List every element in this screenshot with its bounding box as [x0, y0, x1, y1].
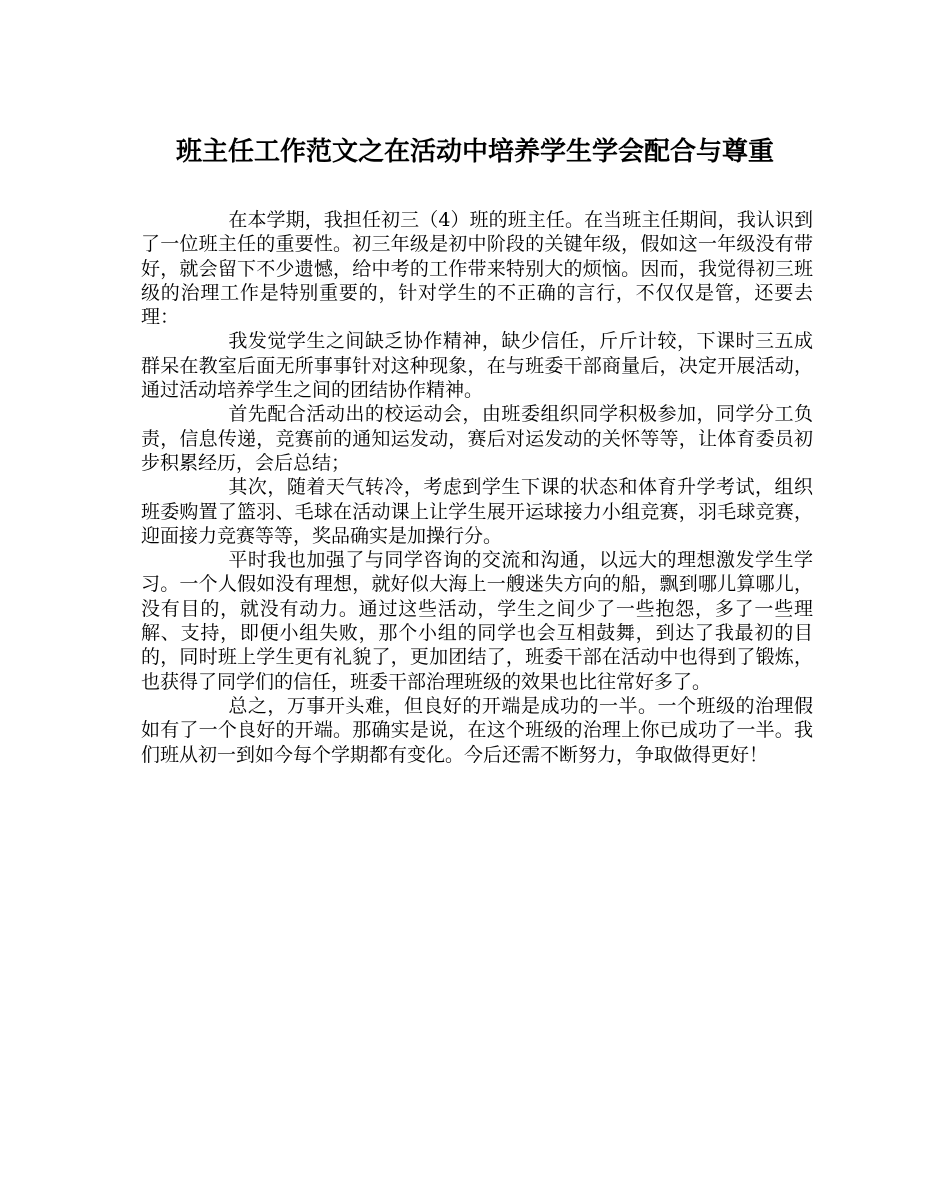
- paragraph-6: 总之，万事开头难，但良好的开端是成功的一半。一个班级的治理假如有了一个良好的开端。那确实是说，在这个班级的治理上你已成功了一半。我们班从初一到如今每个学期都有变化。今后还需不断努力，争取做得更好！: [141, 694, 813, 766]
- paragraph-2: 我发觉学生之间缺乏协作精神，缺少信任，斤斤计较，下课时三五成群呆在教室后面无所事事针对这种现象，在与班委干部商量后，决定开展活动，通过活动培养学生之间的团结协作精神。: [141, 330, 813, 402]
- document-title: 班主任工作范文之在活动中培养学生学会配合与尊重: [175, 137, 774, 167]
- paragraph-3: 首先配合活动出的校运动会，由班委组织同学积极参加，同学分工负责，信息传递，竞赛前的通知运发动，赛后对运发动的关怀等等，让体育委员初步积累经历，会后总结；: [141, 403, 813, 474]
- paragraph-4: 其次，随着天气转冷，考虑到学生下课的状态和体育升学考试，组织班委购置了篮羽、毛球在活动课上让学生展开运球接力小组竞赛，羽毛球竞赛，迎面接力竞赛等等，奖品确实是加操行分。: [141, 476, 813, 547]
- paragraph-1: 在本学期，我担任初三（4）班的班主任。在当班主任期间，我认识到了一位班主任的重要性。初三年级是初中阶段的关键年级，假如这一年级没有带好，就会留下不少遗憾，给中考的工作带来特别大的烦恼。因而，我觉得初三班级的治理工作是特别重要的，针对学生的不正确的言行，不仅仅是管，还要去理：: [141, 209, 813, 329]
- document-body: [141, 208, 813, 767]
- paragraph-5: 平时我也加强了与同学咨询的交流和沟通，以远大的理想激发学生学习。一个人假如没有理想，就好似大海上一艘迷失方向的船，飘到哪儿算哪儿，没有目的，就没有动力。通过这些活动，学生之间少了一些抱怨，多了一些理解、支持，即便小组失败，那个小组的同学也会互相鼓舞，到达了我最初的目的，同时班上学生更有礼貌了，更加团结了，班委干部在活动中也得到了锻炼，也获得了同学们的信任，班委干部治理班级的效果也比往常好多了。: [141, 549, 813, 693]
